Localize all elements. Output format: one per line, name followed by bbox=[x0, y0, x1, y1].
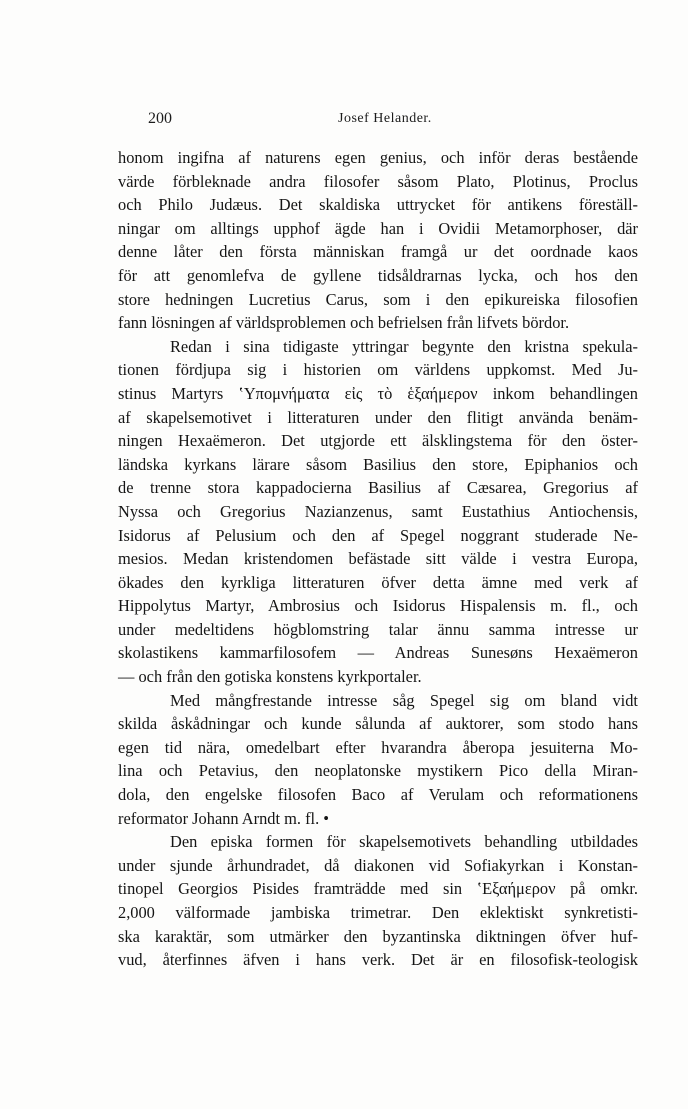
text-line: ökades den kyrkliga litteraturen öfver detta ämne med verk af bbox=[118, 572, 638, 592]
text-line: under sjunde århundradet, då diakonen vid Sofiakyrkan i Konstan- bbox=[118, 855, 638, 875]
text-line: — och från den gotiska konstens kyrkportaler. bbox=[118, 667, 422, 687]
paragraph-1 bbox=[118, 146, 638, 335]
text-line: för att genomlefva de gyllene tidsåldrarnas lycka, och hos den bbox=[118, 265, 638, 285]
text-line: ländska kyrkans lärare såsom Basilius den store, Epiphanios och bbox=[118, 454, 638, 474]
text-line: vud, återfinnes äfven i hans verk. Det är en filosofisk-teologisk bbox=[118, 950, 638, 970]
text-line: Nyssa och Gregorius Nazianzenus, samt Eustathius Antiochensis, bbox=[118, 501, 638, 521]
text-line: Den episka formen för skapelsemotivets behandling utbildades bbox=[170, 832, 638, 852]
text-line: mesios. Medan kristendomen befästade sitt välde i vestra Europa, bbox=[118, 549, 638, 569]
text-line: honom ingifna af naturens egen genius, och inför deras bestående bbox=[118, 148, 638, 167]
text-line: Redan i sina tidigaste yttringar begynte den kristna spekula- bbox=[170, 336, 638, 356]
text-line: stinus Martyrs ʽΥπομνήματα εἰς τὸ ἑξαήμερον inkom behandlingen bbox=[118, 383, 638, 403]
text-line: dola, den engelske filosofen Baco af Verulam och reformationens bbox=[118, 785, 638, 805]
text-line: 2,000 välformade jambiska trimetrar. Den eklektiskt synkretisti- bbox=[118, 903, 638, 922]
text-line: lina och Petavius, den neoplatonske mystikern Pico della Miran- bbox=[118, 761, 638, 781]
paragraph-3 bbox=[118, 689, 638, 831]
page-header bbox=[148, 110, 548, 132]
text-line: under medeltidens högblomstring talar ännu samma intresse ur bbox=[118, 619, 638, 639]
text-line: Med mångfrestande intresse såg Spegel sig om bland vidt bbox=[170, 690, 638, 710]
body-text bbox=[118, 146, 638, 972]
running-head: Josef Helander. bbox=[338, 111, 432, 126]
text-line: ningen Hexaëmeron. Det utgjorde ett älsklingstema för den öster- bbox=[118, 431, 638, 451]
text-line: egen tid nära, omedelbart efter hvarandra åberopa jesuiterna Mo- bbox=[118, 737, 638, 757]
text-line: de trenne stora kappadocierna Basilius af Cæsarea, Gregorius af bbox=[118, 478, 638, 498]
page-number: 200 bbox=[148, 110, 172, 127]
text-line: Hippolytus Martyr, Ambrosius och Isidorus Hispalensis m. fl., och bbox=[118, 596, 638, 616]
paragraph-4 bbox=[118, 830, 638, 972]
text-line: och Philo Judæus. Det skaldiska uttrycket för antikens föreställ- bbox=[118, 195, 638, 215]
text-line: värde förbleknade andra filosofer såsom Plato, Plotinus, Proclus bbox=[118, 171, 638, 191]
text-line: af skapelsemotivet i litteraturen under den flitigt använda benäm- bbox=[118, 407, 638, 427]
paragraph-2 bbox=[118, 335, 638, 689]
text-line: tionen fördjupa sig i historien om världens uppkomst. Med Ju- bbox=[118, 360, 638, 380]
text-line: skilda åskådningar och kunde sålunda af auktorer, som stodo hans bbox=[118, 714, 638, 734]
text-line: tinopel Georgios Pisides framträdde med sin ʽΕξαήμερον på omkr. bbox=[118, 879, 638, 899]
text-line: Isidorus af Pelusium och den af Spegel noggrant studerade Ne- bbox=[118, 525, 638, 545]
text-line: reformator Johann Arndt m. fl. • bbox=[118, 808, 330, 828]
text-line: denne låter den första människan framgå ur det oordnade kaos bbox=[118, 242, 638, 262]
text-line: fann lösningen af världsproblemen och befrielsen från lifvets bördor. bbox=[118, 313, 570, 333]
text-line: store hedningen Lucretius Carus, som i den epikureiska filosofien bbox=[118, 289, 638, 309]
text-line: ningar om alltings upphof ägde han i Ovidii Metamorphoser, där bbox=[118, 218, 638, 238]
text-line: skolastikens kammarfilosofem — Andreas Sunesøns Hexaëmeron bbox=[118, 643, 638, 663]
text-line: ska karaktär, som utmärker den byzantinska diktningen öfver huf- bbox=[118, 926, 638, 946]
